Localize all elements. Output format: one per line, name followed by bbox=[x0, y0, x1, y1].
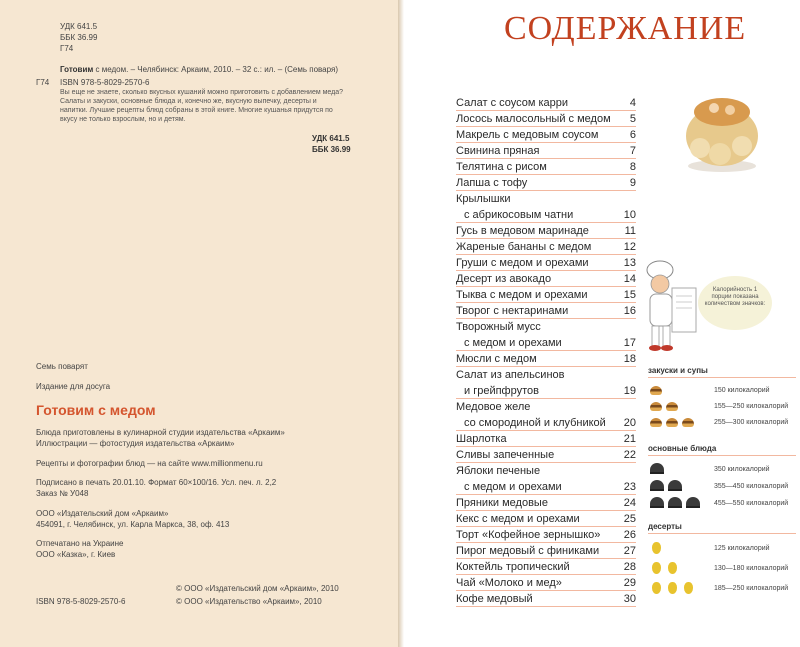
toc-row bbox=[456, 400, 636, 416]
publisher-line-2: 454091, г. Челябинск, ул. Карла Маркса, 38, оф. 413 bbox=[36, 520, 230, 529]
toc-row bbox=[456, 288, 636, 304]
legend-section-desserts: десерты bbox=[648, 522, 682, 531]
toc-row bbox=[456, 368, 636, 384]
burger-icon bbox=[650, 386, 662, 395]
toc-label: с медом и орехами bbox=[464, 481, 562, 493]
toc-label: Жареные бананы с медом bbox=[456, 241, 592, 253]
toc-rule bbox=[456, 542, 636, 543]
toc-label: Пряники медовые bbox=[456, 497, 548, 509]
toc-rule bbox=[456, 526, 636, 527]
toc-rule bbox=[456, 238, 636, 239]
toc-label: с медом и орехами bbox=[464, 337, 562, 349]
contents-page bbox=[404, 0, 800, 647]
toc-page-number: 27 bbox=[623, 545, 636, 557]
toc-row bbox=[456, 304, 636, 320]
toc-rule bbox=[456, 126, 636, 127]
legend-value: 155—250 килокалорий bbox=[714, 403, 789, 410]
toc-label: и грейпфрутов bbox=[464, 385, 539, 397]
bbk-code-bottom: ББК 36.99 bbox=[312, 145, 351, 154]
toc-page-number: 18 bbox=[623, 353, 636, 365]
copyright-line-1: © ООО «Издательский дом «Аркаим», 2010 bbox=[176, 584, 339, 593]
toc-label: Гусь в медовом маринаде bbox=[456, 225, 589, 237]
legend-divider bbox=[648, 533, 796, 534]
cloche-icon bbox=[668, 497, 682, 508]
toc-page-number: 26 bbox=[623, 529, 636, 541]
toc-row bbox=[456, 544, 636, 560]
toc-rule bbox=[456, 286, 636, 287]
legend-value: 355—450 килокалорий bbox=[714, 483, 789, 490]
toc-row bbox=[456, 560, 636, 576]
printed-line-2: ООО «Казка», г. Киев bbox=[36, 550, 116, 559]
legend-section-main: основные блюда bbox=[648, 444, 717, 453]
legend-divider bbox=[648, 377, 796, 378]
toc-row bbox=[456, 528, 636, 544]
toc-row bbox=[456, 192, 636, 208]
book-title: Готовим с медом bbox=[36, 402, 156, 418]
toc-rule bbox=[456, 190, 636, 191]
udk-code-bottom: УДК 641.5 bbox=[312, 134, 350, 143]
toc-page-number: 20 bbox=[623, 417, 636, 429]
burger-icon bbox=[650, 418, 662, 427]
pear-icon bbox=[684, 582, 693, 594]
toc-label: Шарлотка bbox=[456, 433, 507, 445]
toc-page-number: 23 bbox=[623, 481, 636, 493]
toc-label: Груши с медом и орехами bbox=[456, 257, 589, 269]
toc-row bbox=[456, 432, 636, 448]
toc-label: Лосось малосольный с медом bbox=[456, 113, 611, 125]
toc-label: Салат из апельсинов bbox=[456, 369, 565, 381]
bib-details: с медом. – Челябинск: Аркаим, 2010. – 32 с.: ил. – (Семь поваря) bbox=[95, 65, 338, 74]
toc-row bbox=[456, 464, 636, 480]
toc-row bbox=[456, 112, 636, 128]
toc-label: Торт «Кофейное зернышко» bbox=[456, 529, 601, 541]
udk-code: УДК 641.5 bbox=[60, 22, 98, 31]
annotation: Вы еще не знаете, сколько вкусных кушаний можно приготовить с добавлением меда? Салаты и закуски, основные блюда и, конечно же, вкусную выпечку, десерты и напитки. Лучшие рецепты блюд собраны в этой книге. Многие кушанья придутся по вкусу не только взрослым, но и детям. bbox=[60, 89, 344, 123]
toc-page-number: 10 bbox=[623, 209, 636, 221]
publisher-line-1: ООО «Издательский дом «Аркаим» bbox=[36, 509, 169, 518]
credits-line-2: Иллюстрации — фотостудия издательства «Аркаим» bbox=[36, 439, 235, 448]
toc-label: Чай «Молоко и мед» bbox=[456, 577, 562, 589]
toc-rule bbox=[456, 462, 636, 463]
toc-page-number: 9 bbox=[629, 177, 636, 189]
legend-value: 185—250 килокалорий bbox=[714, 585, 789, 592]
toc-rule bbox=[456, 590, 636, 591]
toc-page-number: 24 bbox=[623, 497, 636, 509]
isbn-line: ISBN 978-5-8029-2570-6 bbox=[60, 78, 150, 87]
toc-row bbox=[456, 384, 636, 400]
toc-rule bbox=[456, 606, 636, 607]
toc-page-number: 14 bbox=[623, 273, 636, 285]
copyright-line-2: © ООО «Издательство «Аркаим», 2010 bbox=[176, 597, 322, 606]
burger-icon bbox=[666, 402, 678, 411]
toc-page-number: 17 bbox=[623, 337, 636, 349]
cloche-icon bbox=[650, 463, 664, 474]
toc-rule bbox=[456, 142, 636, 143]
series-name: Семь поварят bbox=[36, 362, 88, 371]
edition-type: Издание для досуга bbox=[36, 382, 111, 391]
toc-page-number: 4 bbox=[629, 97, 636, 109]
toc-row bbox=[456, 96, 636, 112]
toc-row bbox=[456, 256, 636, 272]
legend-divider bbox=[648, 455, 796, 456]
site-line: Рецепты и фотографии блюд — на сайте www.millionmenu.ru bbox=[36, 459, 263, 468]
toc-row bbox=[456, 208, 636, 224]
toc-page-number: 13 bbox=[623, 257, 636, 269]
toc-label: Лапша с тофу bbox=[456, 177, 528, 189]
toc-page-number: 29 bbox=[623, 577, 636, 589]
toc-rule bbox=[456, 302, 636, 303]
toc-row bbox=[456, 496, 636, 512]
toc-rule bbox=[456, 574, 636, 575]
toc-rule bbox=[456, 494, 636, 495]
toc-row bbox=[456, 272, 636, 288]
toc-row bbox=[456, 352, 636, 368]
toc-label: Салат с соусом карри bbox=[456, 97, 569, 109]
toc-label: Сливы запеченные bbox=[456, 449, 555, 461]
pear-icon bbox=[652, 542, 661, 554]
toc-rule bbox=[456, 350, 636, 351]
toc-rule bbox=[456, 158, 636, 159]
toc-label: Медовое желе bbox=[456, 401, 531, 413]
toc-label: Крылышки bbox=[456, 193, 511, 205]
credits-line-1: Блюда приготовлены в кулинарной студии издательства «Аркаим» bbox=[36, 428, 285, 437]
toc-label: Творог с нектаринами bbox=[456, 305, 569, 317]
toc-row bbox=[456, 512, 636, 528]
toc-page-number: 19 bbox=[623, 385, 636, 397]
calorie-note-text: Калорийность 1 порции показана количеством значков: bbox=[704, 287, 766, 307]
toc-label: Телятина с рисом bbox=[456, 161, 547, 173]
toc-label: со смородиной и клубникой bbox=[464, 417, 606, 429]
toc-label: Свинина пряная bbox=[456, 145, 540, 157]
toc-label: Кекс с медом и орехами bbox=[456, 513, 580, 525]
toc-row bbox=[456, 592, 636, 608]
cloche-icon bbox=[668, 480, 682, 491]
toc-rule bbox=[456, 222, 636, 223]
legend-value: 150 килокалорий bbox=[714, 387, 770, 394]
toc-rule bbox=[456, 430, 636, 431]
toc-row bbox=[456, 176, 636, 192]
toc-page-number: 16 bbox=[623, 305, 636, 317]
toc-label: Коктейль тропический bbox=[456, 561, 570, 573]
toc-page-number: 21 bbox=[623, 433, 636, 445]
toc-page-number: 8 bbox=[629, 161, 636, 173]
burger-icon bbox=[650, 402, 662, 411]
cloche-icon bbox=[650, 497, 664, 508]
print-line-1: Подписано в печать 20.01.10. Формат 60×100/16. Усл. печ. л. 2,2 bbox=[36, 478, 277, 487]
toc-row bbox=[456, 336, 636, 352]
toc-page-number: 22 bbox=[623, 449, 636, 461]
toc-row bbox=[456, 160, 636, 176]
toc-label: с абрикосовым чатни bbox=[464, 209, 574, 221]
printed-line-1: Отпечатано на Украине bbox=[36, 539, 124, 548]
legend-section-snacks: закуски и супы bbox=[648, 366, 708, 375]
chef-illustration bbox=[636, 258, 706, 354]
toc-rule bbox=[456, 398, 636, 399]
bbk-code: ББК 36.99 bbox=[60, 33, 98, 42]
author-mark: Г74 bbox=[60, 44, 74, 53]
toc-page-number: 15 bbox=[623, 289, 636, 301]
toc-row bbox=[456, 224, 636, 240]
legend-value: 125 килокалорий bbox=[714, 545, 770, 552]
toc-row bbox=[456, 128, 636, 144]
toc-row bbox=[456, 320, 636, 336]
toc-page-number: 28 bbox=[623, 561, 636, 573]
toc-rule bbox=[456, 318, 636, 319]
toc-row bbox=[456, 576, 636, 592]
contents-title: СОДЕРЖАНИЕ bbox=[504, 10, 747, 47]
toc-label: Творожный мусс bbox=[456, 321, 541, 333]
legend-value: 455—550 килокалорий bbox=[714, 500, 789, 507]
toc-page-number: 5 bbox=[629, 113, 636, 125]
toc-label: Тыква с медом и орехами bbox=[456, 289, 588, 301]
toc-label: Макрель с медовым соусом bbox=[456, 129, 599, 141]
toc-row bbox=[456, 448, 636, 464]
toc-row bbox=[456, 144, 636, 160]
cloche-icon bbox=[650, 480, 664, 491]
dessert-photo bbox=[672, 78, 772, 178]
pear-icon bbox=[668, 562, 677, 574]
toc-page-number: 12 bbox=[623, 241, 636, 253]
toc-rule bbox=[456, 366, 636, 367]
toc-page-number: 6 bbox=[629, 129, 636, 141]
bibliographic-record bbox=[60, 65, 338, 75]
toc-label: Десерт из авокадо bbox=[456, 273, 552, 285]
toc-rule bbox=[456, 558, 636, 559]
cloche-icon bbox=[686, 497, 700, 508]
toc-rule bbox=[456, 270, 636, 271]
print-line-2: Заказ № У048 bbox=[36, 489, 89, 498]
pear-icon bbox=[652, 562, 661, 574]
toc-row bbox=[456, 480, 636, 496]
toc-page-number: 11 bbox=[624, 225, 636, 237]
toc-row bbox=[456, 240, 636, 256]
legend-value: 130—180 килокалорий bbox=[714, 565, 789, 572]
toc-row bbox=[456, 416, 636, 432]
bib-title: Готовим bbox=[60, 65, 94, 74]
burger-icon bbox=[682, 418, 694, 427]
toc-rule bbox=[456, 174, 636, 175]
isbn-bottom: ISBN 978-5-8029-2570-6 bbox=[36, 597, 126, 606]
toc-page-number: 25 bbox=[623, 513, 636, 525]
imprint-page bbox=[0, 0, 398, 647]
toc-label: Мюсли с медом bbox=[456, 353, 537, 365]
toc-label: Пирог медовый с финиками bbox=[456, 545, 600, 557]
toc-rule bbox=[456, 446, 636, 447]
toc-rule bbox=[456, 254, 636, 255]
toc-rule bbox=[456, 510, 636, 511]
toc-rule bbox=[456, 110, 636, 111]
pear-icon bbox=[668, 582, 677, 594]
legend-value: 255—300 килокалорий bbox=[714, 419, 789, 426]
toc-label: Яблоки печеные bbox=[456, 465, 541, 477]
burger-icon bbox=[666, 418, 678, 427]
pear-icon bbox=[652, 582, 661, 594]
toc-page-number: 7 bbox=[629, 145, 636, 157]
toc-page-number: 30 bbox=[623, 593, 636, 605]
legend-value: 350 килокалорий bbox=[714, 466, 770, 473]
author-mark-side: Г74 bbox=[36, 78, 50, 87]
toc-label: Кофе медовый bbox=[456, 593, 533, 605]
